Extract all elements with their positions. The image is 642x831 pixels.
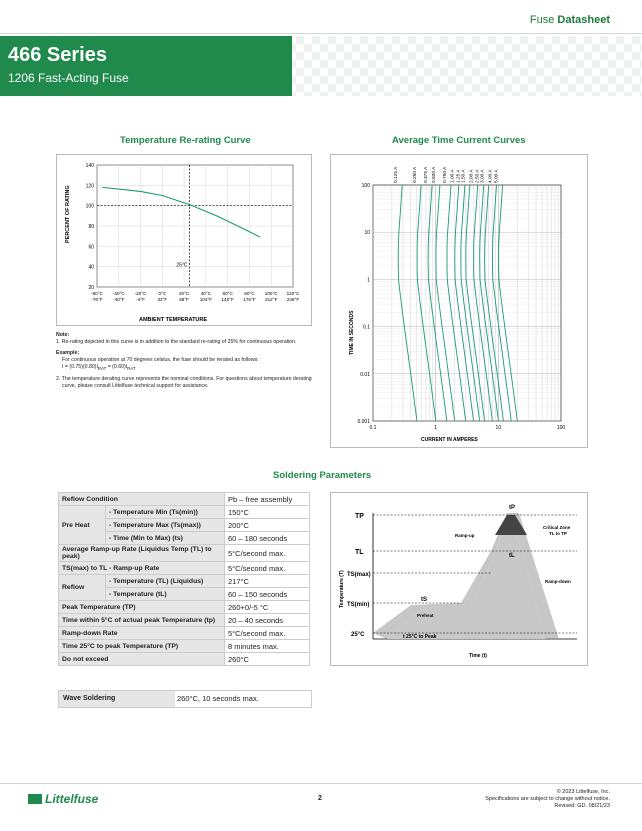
header-datasheet: Datasheet — [557, 14, 610, 26]
soldering-value: 5°C/second max. — [225, 627, 310, 640]
example-heading: Example: — [56, 350, 80, 356]
tc-chart — [331, 155, 587, 447]
soldering-row — [59, 653, 310, 666]
profile-t25: 25°C — [351, 632, 365, 638]
temp-xlabel: AMBIENT TEMPERATURE — [139, 317, 208, 323]
soldering-label: Time within 5°C of actual peak Temperature (tp) — [59, 614, 225, 627]
littelfuse-logo-icon — [28, 794, 42, 804]
soldering-value: 20 – 40 seconds — [225, 614, 310, 627]
temp-xtick-c: 60°C — [222, 291, 233, 296]
example-line-1: For continuous operation at 70 degrees celsius, the fuse should be rerated as follows: — [62, 357, 259, 363]
footer-legal — [485, 789, 610, 810]
tc-rating-label: 3.00 A — [480, 169, 486, 183]
soldering-label: Do not exceed — [59, 653, 225, 666]
profile-tp: TP — [355, 513, 364, 520]
tc-chart-title: Average Time Current Curves — [392, 135, 526, 146]
header-fuse: Fuse — [529, 14, 558, 26]
profile-xlabel: Time (t) — [469, 653, 487, 659]
temp-ytick: 140 — [85, 163, 94, 169]
profile-tsmax: TS(max) — [347, 572, 371, 578]
soldering-sub-label: - Temperature (tL) — [106, 588, 225, 601]
temp-derating-line — [102, 187, 260, 237]
temp-chart-title: Temperature Re-rating Curve — [120, 135, 251, 146]
footer-spec: Specifications are subject to change without notice. — [485, 796, 610, 802]
example-line-2: $I = (0.75)(0.80)I_{RAT} = (0.60)I_{RAT}$ — [62, 364, 136, 372]
temp-xtick-c: 120°C — [286, 291, 300, 296]
tc-ytick: 0.01 — [360, 371, 370, 378]
tc-curve — [499, 185, 518, 421]
page-number: 2 — [318, 795, 322, 802]
tc-ytick: 10 — [364, 230, 370, 237]
soldering-value: 200°C — [225, 519, 310, 532]
temp-xtick-c: 40°C — [200, 291, 212, 296]
note-2: 2. The temperature derating curve represents the nominal conditions. For questions about temperature derating curve, please consult Littelfuse technical support for assistance. — [56, 376, 312, 390]
profile-preheat: Preheat — [417, 613, 434, 618]
temp-xtick-c: -20°C — [134, 291, 147, 296]
temp-xtick-f: 104°F — [199, 297, 213, 302]
soldering-row — [59, 601, 310, 614]
note-1: 1. Re-rating depicted in this curve is in addition to the standard re-rating of 25% for continuous operation. — [56, 339, 297, 345]
soldering-label: Reflow Condition — [59, 493, 225, 506]
soldering-sub-label: - Temperature Max (Ts(max)) — [106, 519, 225, 532]
profile-tl-time: tL — [509, 553, 515, 559]
temp-xtick-f: 176°F — [243, 297, 256, 302]
temp-ytick: 40 — [88, 264, 94, 271]
temp-xtick-c: -60°C — [91, 291, 103, 296]
tc-ytick: 100 — [361, 183, 370, 189]
soldering-sub-label: - Temperature Min (Ts(min)) — [106, 506, 225, 519]
wave-label: Wave Soldering — [59, 691, 175, 707]
soldering-row — [59, 493, 310, 506]
temp-xtick-c: 0°C — [158, 291, 167, 296]
temp-ytick: 20 — [88, 285, 94, 291]
soldering-row — [59, 545, 310, 562]
wave-value: 260°C, 10 seconds max. — [177, 694, 259, 703]
profile-tp-time: tP — [509, 505, 515, 511]
wave-soldering-row — [58, 690, 312, 708]
tc-xtick: 10 — [495, 425, 502, 431]
tc-curve — [436, 185, 455, 421]
series-banner — [0, 36, 292, 96]
temp-xtick-c: 20°C — [178, 291, 190, 296]
temp-ytick: 60 — [88, 244, 94, 251]
tc-rating-label: 1.50 A — [461, 169, 467, 183]
temp-xtick-f: -4°F — [136, 297, 145, 302]
temp-xtick-f: 68°F — [179, 297, 189, 302]
series-subtitle: 1206 Fast-Acting Fuse — [8, 71, 129, 85]
temp-chart — [57, 155, 311, 325]
tc-rating-label: 2.50 A — [475, 169, 481, 183]
tc-rating-label: 0.500 A — [431, 166, 437, 183]
soldering-label: Average Ramp-up Rate (Liquidus Temp (TL) to peak) — [59, 545, 225, 562]
soldering-row — [59, 627, 310, 640]
profile-t25peak: t 25°C to Peak — [403, 634, 437, 640]
footer-copyright: © 2023 Littelfuse, Inc. — [556, 789, 610, 795]
soldering-row — [59, 575, 310, 588]
soldering-group-label: Reflow — [59, 575, 106, 601]
temp-xtick-c: -40°C — [112, 291, 125, 296]
soldering-label: Ramp-down Rate — [59, 627, 225, 640]
tc-ylabel: TIME IN SECONDS — [349, 310, 355, 355]
temp-xtick-f: 248°F — [286, 297, 300, 302]
tc-xtick: 100 — [556, 425, 566, 431]
soldering-label: TS(max) to TL - Ramp-up Rate — [59, 562, 225, 575]
tc-rating-label: 0.375 A — [423, 166, 429, 183]
tc-rating-label: 0.750 A — [442, 166, 448, 183]
profile-tsmin: TS(min) — [347, 602, 370, 608]
tc-xtick: 0.1 — [369, 425, 377, 431]
soldering-table — [58, 492, 310, 666]
tc-curve — [398, 185, 417, 421]
note-heading: Note: — [56, 332, 70, 338]
temp-xtick-f: -76°F — [91, 297, 103, 302]
soldering-value: 150°C — [225, 506, 310, 519]
soldering-value: 217°C — [225, 575, 310, 588]
temp-25c-label: 25°C — [176, 262, 188, 269]
tc-xlabel: CURRENT IN AMPERES — [421, 437, 478, 443]
soldering-value: 60 – 180 seconds — [225, 532, 310, 545]
header-doc-type — [530, 14, 610, 26]
temp-chart-frame — [56, 154, 312, 326]
tc-ytick: 1 — [367, 277, 370, 284]
temp-ytick: 100 — [85, 203, 94, 210]
temp-notes — [56, 332, 316, 390]
tc-rating-label: 1.00 A — [450, 169, 456, 183]
soldering-value: 260+0/-5 °C — [225, 601, 310, 614]
profile-critical2: TL to TP — [549, 531, 567, 536]
tc-rating-label: 4.00 A — [488, 169, 494, 183]
soldering-label: Time 25°C to peak Temperature (TP) — [59, 640, 225, 653]
soldering-value: 5°C/second max. — [225, 562, 310, 575]
soldering-value: 60 – 150 seconds — [225, 588, 310, 601]
tc-ytick: 0.1 — [363, 324, 370, 331]
tc-chart-frame — [330, 154, 588, 448]
footer-revision: Revised: GD. 08/21/23 — [554, 803, 610, 809]
temp-xtick-f: 140°F — [221, 297, 234, 302]
soldering-value: 8 minutes max. — [225, 640, 310, 653]
header-divider — [0, 33, 642, 34]
soldering-label: Peak Temperature (TP) — [59, 601, 225, 614]
temp-ylabel: PERCENT OF RATING — [65, 185, 71, 243]
tc-ytick: 0.001 — [357, 419, 370, 425]
footer-logo: Littelfuse — [28, 792, 98, 806]
temp-xtick-f: 32°F — [157, 297, 168, 302]
profile-rampdown: Ramp-down — [545, 579, 571, 584]
profile-critical: Critical Zone — [543, 525, 571, 530]
tc-rating-label: 2.00 A — [469, 169, 475, 183]
soldering-row — [59, 506, 310, 519]
tc-xtick: 1 — [434, 425, 438, 431]
tc-rating-label: 1.25 A — [456, 169, 462, 183]
soldering-title: Soldering Parameters — [273, 470, 372, 481]
temp-ytick: 80 — [88, 224, 94, 230]
soldering-row — [59, 640, 310, 653]
temp-xtick-f: 212°F — [265, 297, 278, 302]
profile-tl: TL — [355, 549, 364, 556]
temp-ytick: 120 — [85, 183, 94, 190]
soldering-group-label: Pre Heat — [59, 506, 106, 545]
soldering-value: Pb – free assembly — [225, 493, 310, 506]
tc-rating-label: 5.00 A — [494, 169, 500, 183]
soldering-value: 260°C — [225, 653, 310, 666]
tc-rating-label: 0.250 A — [412, 166, 418, 183]
soldering-sub-label: - Temperature (TL) (Liquidus) — [106, 575, 225, 588]
reflow-profile — [331, 493, 587, 665]
temp-xtick-c: 80°C — [244, 291, 255, 296]
tc-rating-label: 0.125 A — [394, 166, 400, 183]
profile-ylabel: Temperature (T) — [339, 570, 345, 608]
soldering-value: 5°C/second max. — [225, 545, 310, 562]
profile-rampup: Ramp-up — [455, 533, 475, 538]
series-title: 466 Series — [8, 44, 107, 66]
profile-ts-time: tS — [421, 597, 427, 603]
reflow-profile-frame — [330, 492, 588, 666]
footer-divider — [0, 783, 642, 784]
temp-xtick-f: -40°F — [113, 297, 125, 302]
soldering-sub-label: - Time (Min to Max) (ts) — [106, 532, 225, 545]
soldering-row — [59, 614, 310, 627]
soldering-row — [59, 562, 310, 575]
temp-xtick-c: 100°C — [264, 291, 278, 296]
